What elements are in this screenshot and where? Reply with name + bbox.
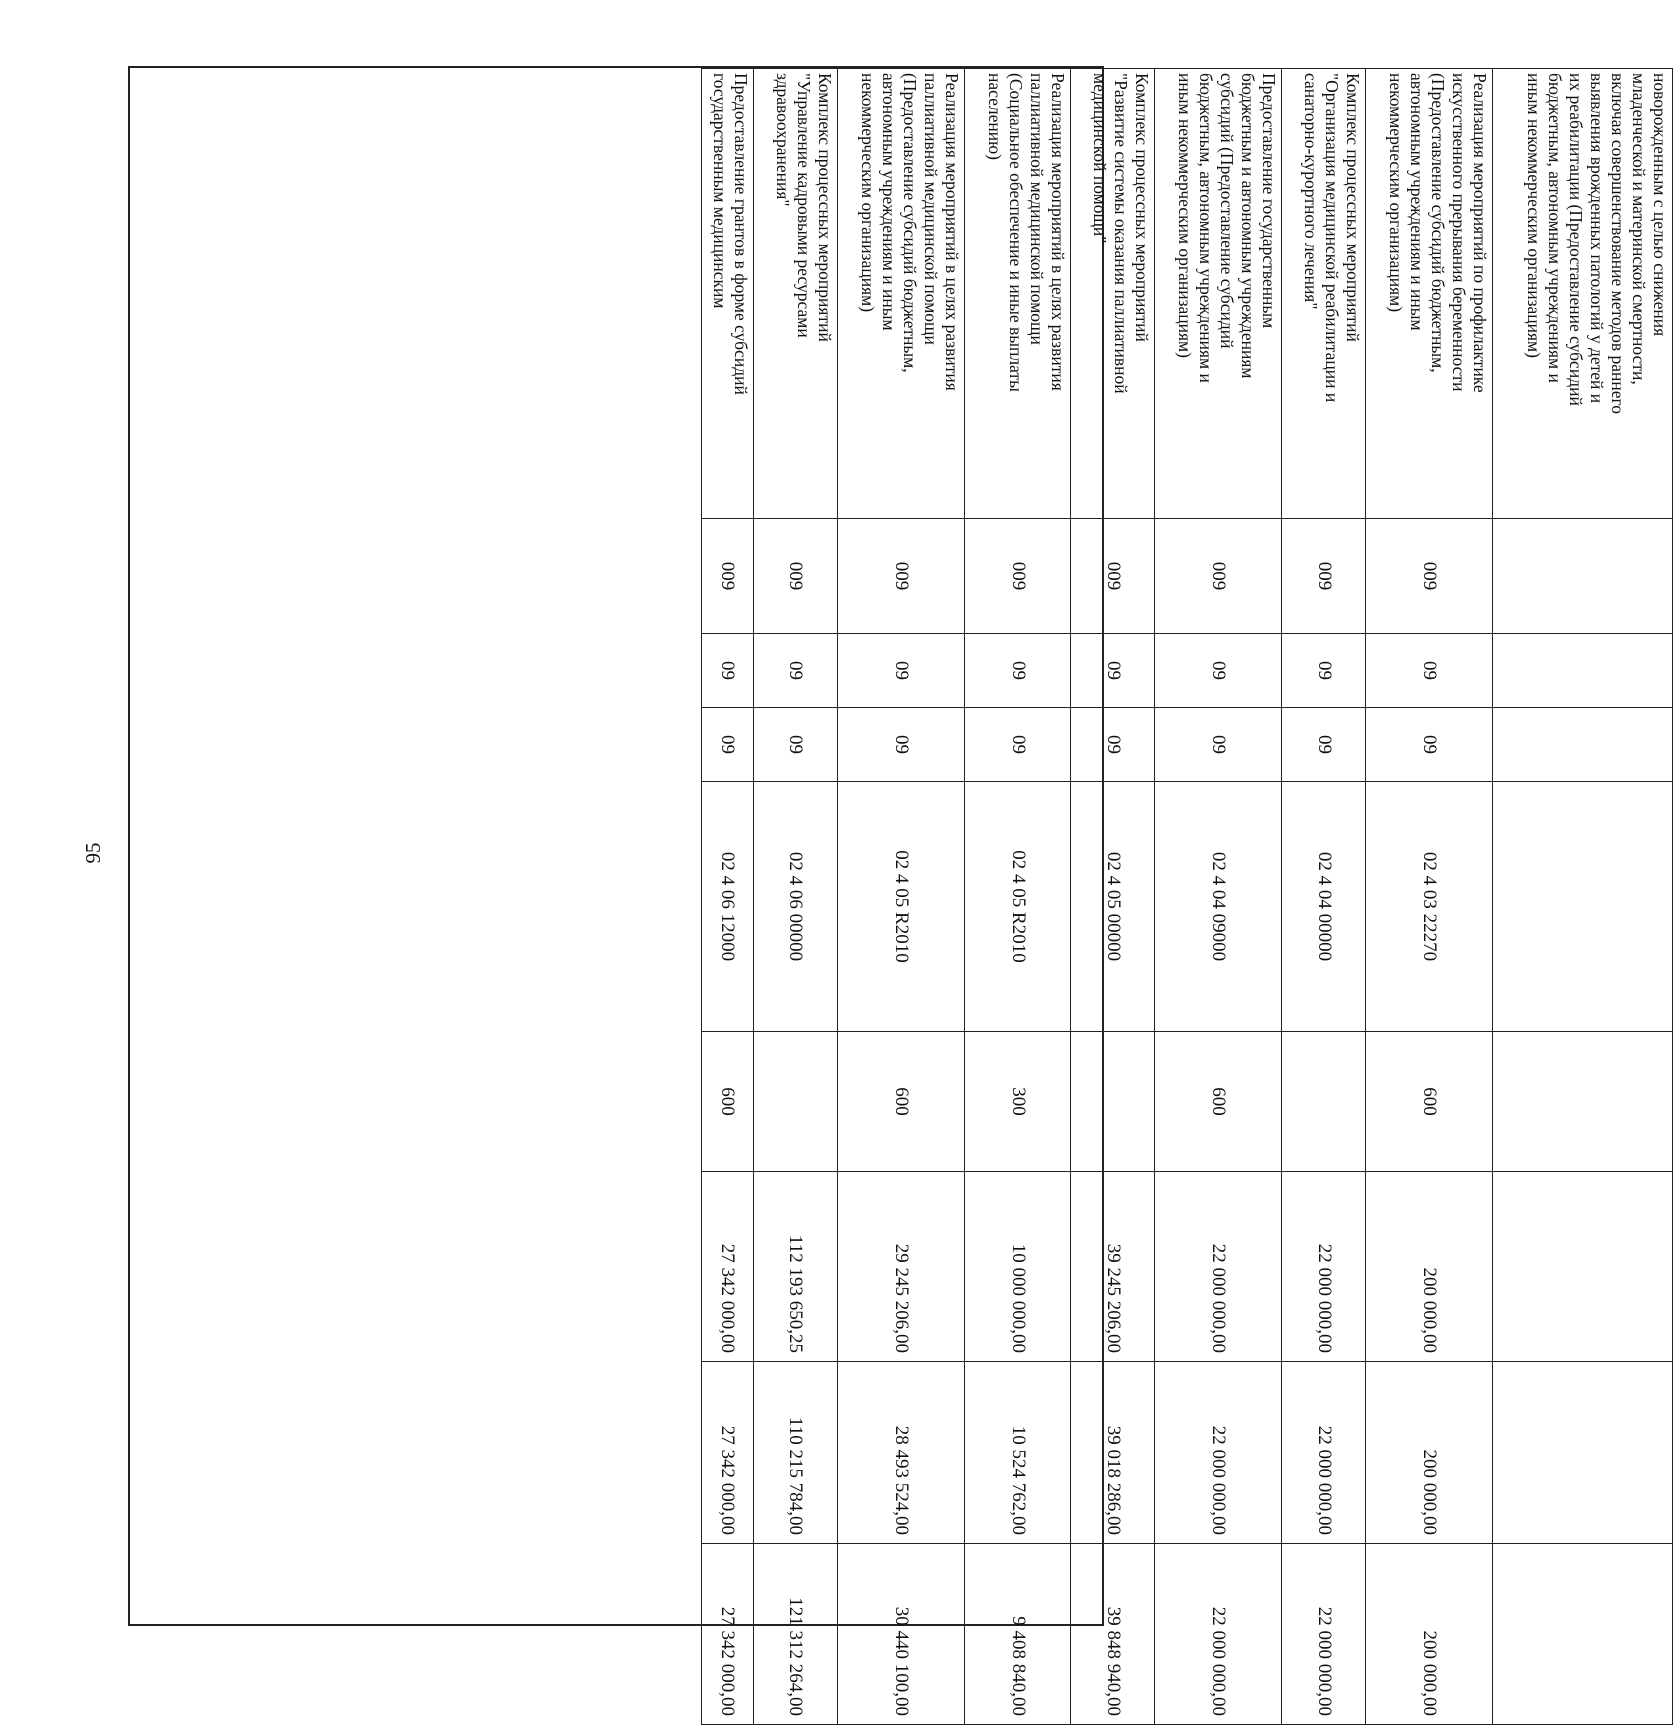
cell-pr: 09 — [1071, 708, 1155, 782]
cell-value-3: 30 440 100,00 — [837, 1544, 964, 1725]
cell-rz: 09 — [837, 634, 964, 708]
table-row — [1071, 69, 1155, 1725]
cell-gr: 009 — [837, 519, 964, 634]
cell-value-3: 27 342 000,00 — [702, 1544, 754, 1725]
cell-vr: 600 — [837, 1032, 964, 1172]
cell-vr — [1493, 1032, 1673, 1172]
cell-name: Реализация мероприятий в целях развития паллиативной медицинской помощи (Социальное обеспечение и иные выплаты населению) — [964, 69, 1071, 519]
cell-csr: 02 4 04 00000 — [1282, 782, 1366, 1032]
cell-rz: 09 — [753, 634, 837, 708]
cell-value-2: 10 524 762,00 — [964, 1362, 1071, 1544]
cell-pr: 09 — [702, 708, 754, 782]
cell-pr: 09 — [1282, 708, 1366, 782]
cell-name: Комплекс процессных мероприятий "Развитие системы оказания паллиативной медицинской помощи" — [1071, 69, 1155, 519]
cell-pr: 09 — [753, 708, 837, 782]
cell-gr: 009 — [1366, 519, 1493, 634]
cell-value-2: 22 000 000,00 — [1155, 1362, 1282, 1544]
cell-value-2: 22 000 000,00 — [1282, 1362, 1366, 1544]
cell-csr: 02 4 05 00000 — [1071, 782, 1155, 1032]
cell-value-1: 22 000 000,00 — [1282, 1172, 1366, 1362]
cell-name: Реализация мероприятий в целях развития паллиативной медицинской помощи (Предоставление субсидий бюджетным, автономным учреждениям и иным некоммерческим организациям) — [837, 69, 964, 519]
cell-vr: 300 — [964, 1032, 1071, 1172]
cell-value-1: 112 193 650,25 — [753, 1172, 837, 1362]
cell-value-1: 39 245 206,00 — [1071, 1172, 1155, 1362]
cell-csr: 02 4 06 12000 — [702, 782, 754, 1032]
cell-value-1: 29 245 206,00 — [837, 1172, 964, 1362]
cell-value-3: 121 312 264,00 — [753, 1544, 837, 1725]
cell-value-2: 39 018 286,00 — [1071, 1362, 1155, 1544]
cell-rz: 09 — [1155, 634, 1282, 708]
table-row — [753, 69, 837, 1725]
table-row — [1155, 69, 1282, 1725]
cell-csr: 02 4 05 R2010 — [837, 782, 964, 1032]
cell-csr: 02 4 06 00000 — [753, 782, 837, 1032]
cell-rz — [1493, 634, 1673, 708]
cell-gr: 009 — [1155, 519, 1282, 634]
cell-rz: 09 — [1071, 634, 1155, 708]
budget-table — [701, 68, 1673, 1725]
cell-name: новорожденным с целью снижения младенческой и материнской смертности, включая совершенствование методов раннего выявления врожденных патологий у детей и их реабилитации (Предоставление субсидий бюджетным, автономным учреждениям и иным некоммерческим организациям) — [1493, 69, 1673, 519]
cell-name: Комплекс процессных мероприятий "Управление кадровыми ресурсами здравоохранения" — [753, 69, 837, 519]
cell-name: Предоставление грантов в форме субсидий государственным медицинским — [702, 69, 754, 519]
cell-value-3: 39 848 940,00 — [1071, 1544, 1155, 1725]
cell-vr: 600 — [702, 1032, 754, 1172]
cell-csr: 02 4 04 09000 — [1155, 782, 1282, 1032]
cell-rz: 09 — [1366, 634, 1493, 708]
cell-rz: 09 — [964, 634, 1071, 708]
table-row — [964, 69, 1071, 1725]
cell-gr: 009 — [753, 519, 837, 634]
cell-pr — [1493, 708, 1673, 782]
cell-value-1 — [1493, 1172, 1673, 1362]
cell-csr: 02 4 05 R2010 — [964, 782, 1071, 1032]
cell-vr: 600 — [1366, 1032, 1493, 1172]
cell-value-2 — [1493, 1362, 1673, 1544]
cell-name: Реализация мероприятий по профилактике искусственного прерывания беременности (Предоставление субсидий бюджетным, автономным учреждениям и иным некоммерческим организациям) — [1366, 69, 1493, 519]
cell-csr: 02 4 03 22270 — [1366, 782, 1493, 1032]
cell-pr: 09 — [964, 708, 1071, 782]
cell-value-3: 9 408 840,00 — [964, 1544, 1071, 1725]
cell-rz: 09 — [702, 634, 754, 708]
cell-gr — [1493, 519, 1673, 634]
cell-value-1: 22 000 000,00 — [1155, 1172, 1282, 1362]
budget-table-frame — [128, 66, 1670, 1716]
cell-value-2: 200 000,00 — [1366, 1362, 1493, 1544]
cell-value-1: 200 000,00 — [1366, 1172, 1493, 1362]
cell-value-2: 110 215 784,00 — [753, 1362, 837, 1544]
cell-rz: 09 — [1282, 634, 1366, 708]
cell-value-2: 27 342 000,00 — [702, 1362, 754, 1544]
cell-pr: 09 — [1366, 708, 1493, 782]
cell-vr — [1071, 1032, 1155, 1172]
cell-csr — [1493, 782, 1673, 1032]
cell-vr — [753, 1032, 837, 1172]
cell-value-2: 28 493 524,00 — [837, 1362, 964, 1544]
cell-value-3: 200 000,00 — [1366, 1544, 1493, 1725]
cell-vr: 600 — [1155, 1032, 1282, 1172]
cell-value-3 — [1493, 1544, 1673, 1725]
cell-value-3: 22 000 000,00 — [1282, 1544, 1366, 1725]
cell-value-1: 27 342 000,00 — [702, 1172, 754, 1362]
table-row — [1493, 69, 1673, 1725]
table-row — [1366, 69, 1493, 1725]
cell-pr: 09 — [837, 708, 964, 782]
cell-gr: 009 — [964, 519, 1071, 634]
cell-name: Комплекс процессных мероприятий "Организация медицинской реабилитации и санаторно-курортного лечения" — [1282, 69, 1366, 519]
table-row — [702, 69, 754, 1725]
page-number: 95 — [81, 842, 105, 864]
cell-gr: 009 — [1071, 519, 1155, 634]
cell-name: Предоставление государственным бюджетным и автономным учреждениям субсидий (Предоставление субсидий бюджетным, автономным учреждениям и иным некоммерческим организациям) — [1155, 69, 1282, 519]
cell-vr — [1282, 1032, 1366, 1172]
table-row — [1282, 69, 1366, 1725]
cell-pr: 09 — [1155, 708, 1282, 782]
cell-gr: 009 — [702, 519, 754, 634]
cell-value-3: 22 000 000,00 — [1155, 1544, 1282, 1725]
table-row — [837, 69, 964, 1725]
cell-value-1: 10 000 000,00 — [964, 1172, 1071, 1362]
cell-gr: 009 — [1282, 519, 1366, 634]
